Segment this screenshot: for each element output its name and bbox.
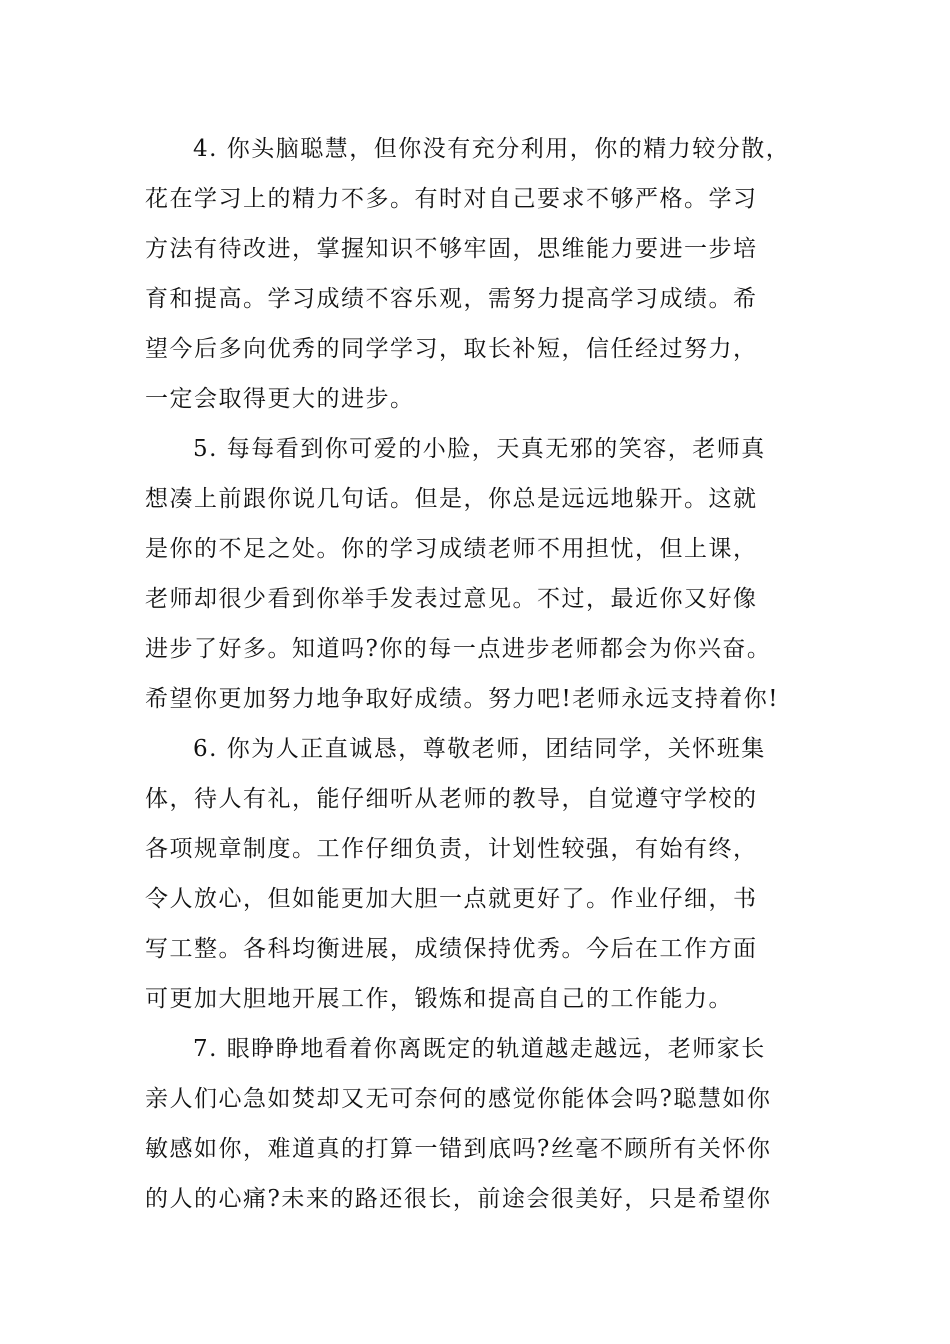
paragraph-4 (145, 124, 817, 424)
text-line: 一定会取得更大的进步。 (145, 386, 415, 412)
text-line: 亲人们心急如焚却又无可奈何的感觉你能体会吗?聪慧如你 (145, 1086, 772, 1112)
text-line: 方法有待改进，掌握知识不够牢固，思维能力要进一步培 (145, 236, 758, 262)
text-line: 4. 你头脑聪慧，但你没有充分利用，你的精力较分散， (193, 136, 791, 162)
text-line: 写工整。各科均衡进展，成绩保持优秀。今后在工作方面 (145, 936, 758, 962)
text-line: 各项规章制度。工作仔细负责，计划性较强，有始有终， (145, 836, 758, 862)
text-line: 体，待人有礼，能仔细听从老师的教导，自觉遵守学校的 (145, 786, 758, 812)
text-line: 可更加大胆地开展工作，锻炼和提高自己的工作能力。 (145, 986, 733, 1012)
text-line: 敏感如你，难道真的打算一错到底吗?丝毫不顾所有关怀你 (145, 1136, 772, 1162)
text-line: 进步了好多。知道吗?你的每一点进步老师都会为你兴奋。 (145, 636, 772, 662)
text-line: 6. 你为人正直诚恳，尊敬老师，团结同学，关怀班集 (193, 736, 766, 762)
text-line: 5. 每每看到你可爱的小脸，天真无邪的笑容，老师真 (193, 436, 766, 462)
document-body (145, 124, 817, 1224)
text-line: 希望你更加努力地争取好成绩。努力吧!老师永远支持着你! (145, 686, 779, 712)
text-line: 望今后多向优秀的同学学习，取长补短，信任经过努力， (145, 336, 758, 362)
text-line: 的人的心痛?未来的路还很长，前途会很美好，只是希望你 (145, 1186, 772, 1212)
paragraph-6 (145, 724, 817, 1024)
text-line: 是你的不足之处。你的学习成绩老师不用担忧，但上课， (145, 536, 758, 562)
paragraph-5 (145, 424, 817, 724)
text-line: 花在学习上的精力不多。有时对自己要求不够严格。学习 (145, 186, 758, 212)
text-line: 7. 眼睁睁地看着你离既定的轨道越走越远，老师家长 (193, 1036, 766, 1062)
text-line: 育和提高。学习成绩不容乐观，需努力提高学习成绩。希 (145, 286, 758, 312)
text-line: 令人放心，但如能更加大胆一点就更好了。作业仔细，书 (145, 886, 758, 912)
paragraph-7 (145, 1024, 817, 1224)
text-line: 老师却很少看到你举手发表过意见。不过，最近你又好像 (145, 586, 758, 612)
text-line: 想凑上前跟你说几句话。但是，你总是远远地躲开。这就 (145, 486, 758, 512)
